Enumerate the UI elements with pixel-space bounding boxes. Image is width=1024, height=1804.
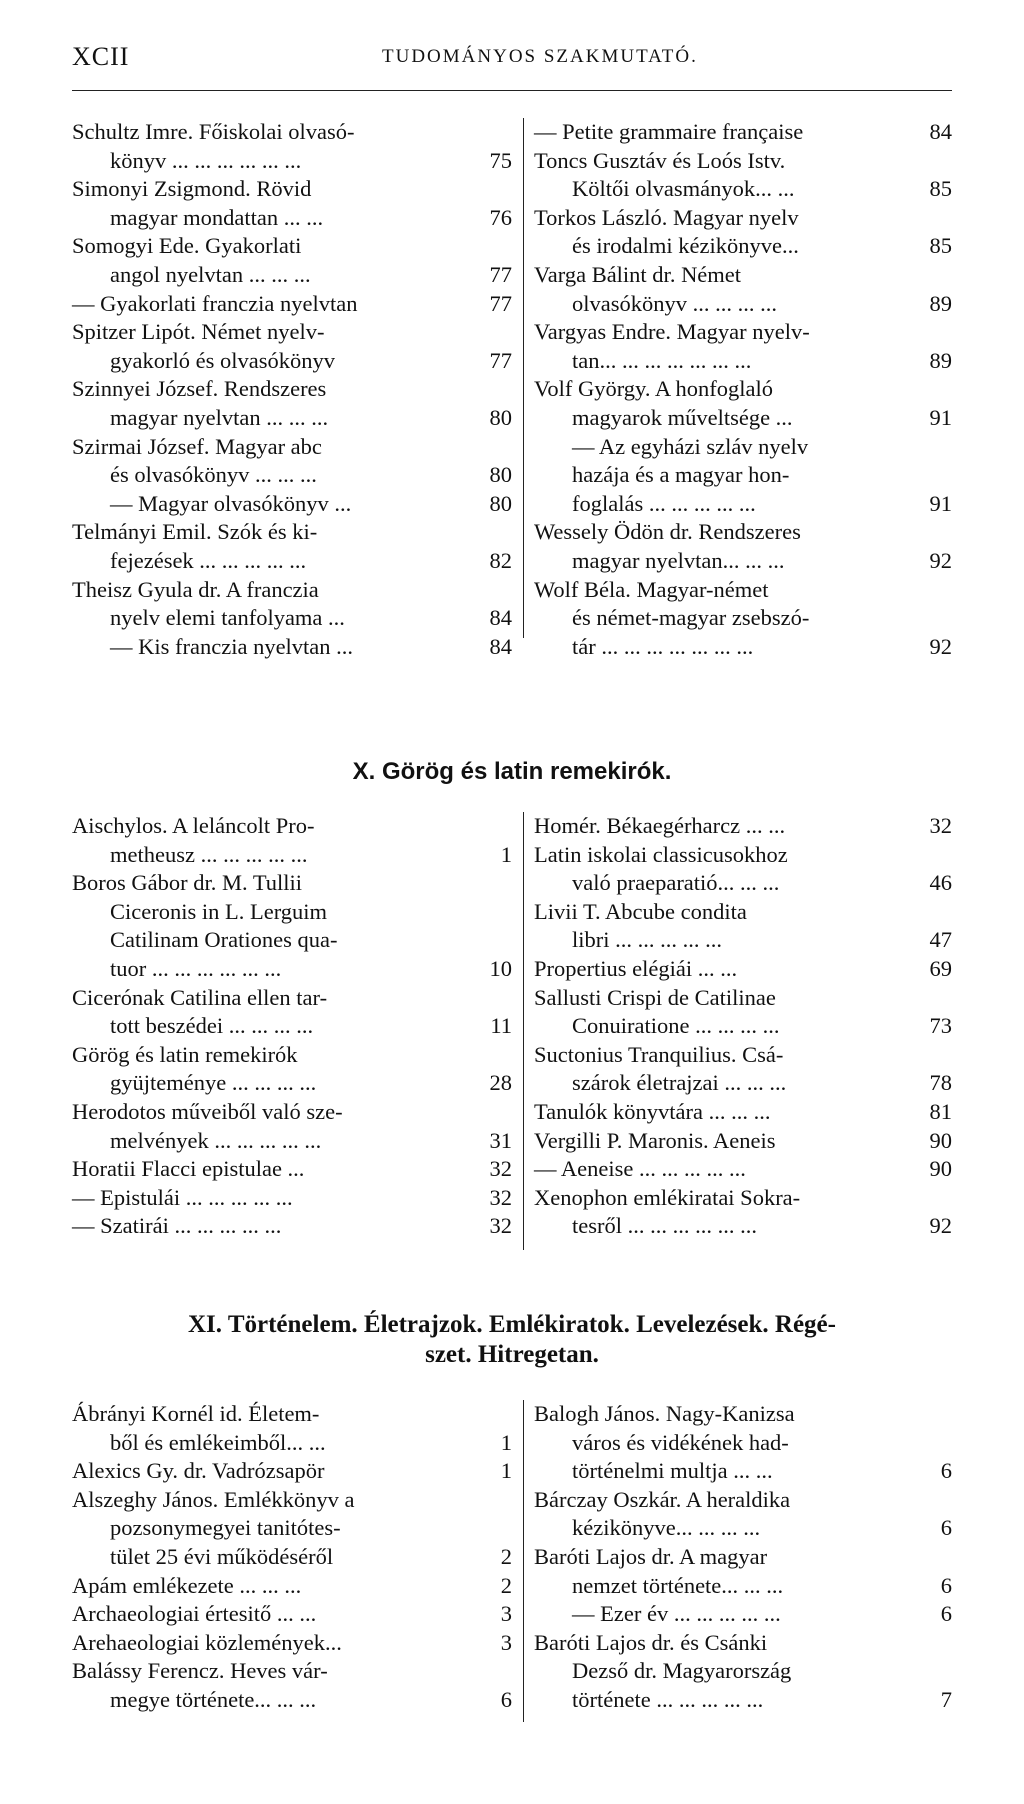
page-ref: 77	[489, 290, 512, 316]
page-ref: 84	[489, 605, 512, 631]
index-entry-line	[534, 1069, 952, 1098]
entry-text: Arehaeologiai közlemények...	[72, 1629, 342, 1655]
entry-text: gyüjteménye ... ... ... ...	[110, 1070, 317, 1096]
entry-text: tuor ... ... ... ... ... ...	[110, 955, 282, 981]
entry-text: magyar mondattan ... ...	[110, 204, 324, 230]
heading-line-1: XI. Történelem. Életrajzok. Emlékiratok. Levelezések. Régé-	[188, 1311, 836, 1338]
index-entry-line	[72, 118, 512, 147]
page-ref: 32	[489, 1213, 512, 1239]
index-entry-line	[534, 898, 952, 927]
entry-text: Somogyi Ede. Gyakorlati	[72, 233, 302, 259]
entry-text: Suctonius Tranquilius. Csá-	[534, 1041, 784, 1067]
page-ref: 90	[929, 1156, 952, 1182]
index-entry-line	[534, 1657, 952, 1686]
entry-text: — Szatirái ... ... ... ... ...	[72, 1213, 282, 1239]
entry-text: libri ... ... ... ... ...	[572, 927, 722, 953]
index-entry-line	[72, 898, 512, 927]
entry-text: Telmányi Emil. Szók és ki-	[72, 519, 318, 545]
index-entry-line	[72, 1400, 512, 1429]
entry-text: ből és emlékeimből... ...	[110, 1429, 326, 1455]
entry-text: kézikönyve... ... ... ...	[572, 1515, 761, 1541]
entry-text: Sallusti Crispi de Catilinae	[534, 984, 776, 1010]
index-entry-line	[534, 461, 952, 490]
index-entry-line	[534, 869, 952, 898]
page-ref: 28	[489, 1070, 512, 1096]
page-ref: 1	[500, 1429, 512, 1455]
page-ref: 80	[489, 404, 512, 430]
entry-text: tesről ... ... ... ... ... ...	[572, 1213, 757, 1239]
page-ref: 89	[929, 347, 952, 373]
entry-text: Költői olvasmányok... ...	[572, 176, 795, 202]
index-entry-line	[72, 1572, 512, 1601]
index-entry-line	[72, 147, 512, 176]
index-entry-line	[534, 1514, 952, 1543]
page-ref: 2	[500, 1572, 512, 1598]
entry-text: foglalás ... ... ... ... ...	[572, 490, 756, 516]
index-entry-line	[534, 1400, 952, 1429]
entry-text: — Ezer év ... ... ... ... ...	[572, 1601, 781, 1627]
entry-text: város és vidékének had-	[572, 1429, 789, 1455]
index-entry-line	[534, 576, 952, 605]
entry-text: Xenophon emlékiratai Sokra-	[534, 1184, 801, 1210]
entry-text: és olvasókönyv ... ... ...	[110, 462, 317, 488]
index-entry-line	[72, 576, 512, 605]
entry-text: Schultz Imre. Főiskolai olvasó-	[72, 119, 355, 144]
entry-text: Cicerónak Catilina ellen tar-	[72, 984, 328, 1010]
entry-text: nyelv elemi tanfolyama ...	[110, 605, 345, 631]
page-ref: 46	[929, 870, 952, 896]
left-column	[72, 118, 512, 661]
page-ref: 32	[489, 1156, 512, 1182]
entry-text: Szinnyei József. Rendszeres	[72, 376, 327, 402]
entry-text: Alszeghy János. Emlékkönyv a	[72, 1486, 355, 1512]
index-entry-line	[72, 1041, 512, 1070]
index-entry-line	[72, 1686, 512, 1715]
entry-text: Boros Gábor dr. M. Tullii	[72, 870, 303, 896]
page-ref: 85	[929, 176, 952, 202]
entry-text: magyar nyelvtan... ... ...	[572, 547, 785, 573]
page-ref: 32	[929, 813, 952, 838]
entry-text: Herodotos műveiből való sze-	[72, 1098, 343, 1124]
index-entry-line	[72, 1012, 512, 1041]
index-entry-line	[72, 204, 512, 233]
index-entry-line	[534, 1572, 952, 1601]
entry-text: és német-magyar zsebszó-	[572, 605, 810, 631]
entry-text: Balogh János. Nagy-Kanizsa	[534, 1401, 795, 1426]
entry-text: Bárczay Oszkár. A heraldika	[534, 1486, 791, 1512]
index-entry-line	[534, 118, 952, 147]
page-ref: 1	[500, 1458, 512, 1484]
entry-text: Horatii Flacci epistulae ...	[72, 1156, 305, 1182]
index-entry-line	[534, 1543, 952, 1572]
page-ref: 6	[940, 1515, 952, 1541]
entry-text: Varga Bálint dr. Német	[534, 261, 742, 287]
entry-text: Propertius elégiái ... ...	[534, 955, 738, 981]
index-entry-line	[534, 204, 952, 233]
entry-text: Torkos László. Magyar nyelv	[534, 204, 799, 230]
page-ref: 6	[940, 1572, 952, 1598]
entry-text: — Epistulái ... ... ... ... ...	[72, 1184, 293, 1210]
index-entry-line	[72, 433, 512, 462]
page-ref: 6	[500, 1686, 512, 1712]
index-entry-line	[72, 1486, 512, 1515]
page-ref: 69	[929, 955, 952, 981]
index-entry-line	[534, 633, 952, 662]
page-ref: 2	[500, 1543, 512, 1569]
page-ref: 85	[929, 233, 952, 259]
entry-text: pozsonymegyei tanitótes-	[110, 1515, 341, 1541]
index-entry-line	[72, 604, 512, 633]
entry-text: hazája és a magyar hon-	[572, 462, 790, 488]
index-entry-line	[72, 1629, 512, 1658]
entry-text: — Petite grammaire française	[534, 119, 804, 144]
entry-text: Tanulók könyvtára ... ... ...	[534, 1098, 771, 1124]
index-entry-line	[72, 926, 512, 955]
page-ref: 10	[489, 955, 512, 981]
index-entry-line	[72, 869, 512, 898]
entry-text: Ciceronis in L. Lerguim	[110, 898, 328, 924]
page-ref: 31	[489, 1127, 512, 1153]
page-ref: 91	[929, 490, 952, 516]
index-entry-line	[72, 1184, 512, 1213]
index-entry-line	[72, 375, 512, 404]
index-entry-line	[72, 841, 512, 870]
entry-text: és irodalmi kézikönyve...	[572, 233, 799, 259]
index-entry-line	[534, 404, 952, 433]
left-column	[72, 812, 512, 1241]
index-entry-line	[72, 1098, 512, 1127]
entry-text: Livii T. Abcube condita	[534, 898, 747, 924]
index-entry-line	[72, 1600, 512, 1629]
running-title: TUDOMÁNYOS SZAKMUTATÓ.	[382, 46, 698, 67]
entry-text: Apám emlékezete ... ... ...	[72, 1572, 302, 1598]
page-number: XCII	[72, 42, 130, 71]
index-entry-line	[534, 490, 952, 519]
index-entry-line	[72, 1657, 512, 1686]
entry-text: története ... ... ... ... ...	[572, 1686, 764, 1712]
entry-text: Alexics Gy. dr. Vadrózsapör	[72, 1458, 325, 1484]
page-ref: 7	[940, 1686, 952, 1712]
index-entry-line	[72, 318, 512, 347]
index-entry-line	[534, 1212, 952, 1241]
entry-text: tott beszédei ... ... ... ...	[110, 1013, 314, 1039]
index-entry-line	[534, 1429, 952, 1458]
index-entry-line	[72, 955, 512, 984]
index-entry-line	[534, 1629, 952, 1658]
entry-text: Volf György. A honfoglaló	[534, 376, 773, 402]
page-ref: 91	[929, 404, 952, 430]
entry-text: gyakorló és olvasókönyv	[110, 347, 335, 373]
index-entry-line	[534, 1041, 952, 1070]
entry-text: Vergilli P. Maronis. Aeneis	[534, 1127, 776, 1153]
entry-text: — Az egyházi szláv nyelv	[572, 433, 809, 459]
page-ref: 77	[489, 347, 512, 373]
index-entry-line	[534, 955, 952, 984]
entry-text: Homér. Békaegérharcz ... ...	[534, 813, 786, 838]
entry-text: Ábrányi Kornél id. Életem-	[72, 1401, 320, 1426]
entry-text: Baróti Lajos dr. és Csánki	[534, 1629, 768, 1655]
index-entry-line	[534, 812, 952, 841]
page-ref: 3	[500, 1629, 512, 1655]
page-ref: 1	[500, 841, 512, 867]
entry-text: Theisz Gyula dr. A franczia	[72, 576, 319, 602]
page-ref: 89	[929, 290, 952, 316]
column-divider	[523, 118, 524, 638]
page-ref: 6	[940, 1601, 952, 1627]
index-entry-line	[72, 404, 512, 433]
entry-text: tár ... ... ... ... ... ... ...	[572, 633, 754, 659]
index-entry-line	[534, 318, 952, 347]
entry-text: Wolf Béla. Magyar-német	[534, 576, 769, 602]
page-ref: 75	[489, 147, 512, 173]
entry-text: magyarok műveltsége ...	[572, 404, 793, 430]
entry-text: Balássy Ferencz. Heves vár-	[72, 1658, 328, 1684]
index-entry-line	[534, 347, 952, 376]
entry-text: metheusz ... ... ... ... ...	[110, 841, 308, 867]
section-heading-greek-latin: X. Görög és latin remekirók.	[352, 758, 672, 785]
entry-text: Baróti Lajos dr. A magyar	[534, 1543, 768, 1569]
index-entry-line	[534, 261, 952, 290]
index-entry-line	[534, 547, 952, 576]
index-entry-line	[534, 232, 952, 261]
entry-text: nemzet története... ... ...	[572, 1572, 784, 1598]
entry-text: olvasókönyv ... ... ... ...	[572, 290, 777, 316]
index-entry-line	[534, 175, 952, 204]
index-entry-line	[72, 232, 512, 261]
index-entry-line	[72, 490, 512, 519]
entry-text: — Aeneise ... ... ... ... ...	[534, 1156, 746, 1182]
index-entry-line	[72, 633, 512, 662]
entry-text: szárok életrajzai ... ... ...	[572, 1070, 787, 1096]
entry-text: tület 25 évi működéséről	[110, 1543, 334, 1569]
index-entry-line	[72, 1069, 512, 1098]
index-entry-line	[72, 547, 512, 576]
index-entry-line	[72, 1457, 512, 1486]
entry-text: — Gyakorlati franczia nyelvtan	[72, 290, 358, 316]
entry-text: Archaeologiai értesitő ... ...	[72, 1601, 317, 1627]
entry-text: megye története... ... ...	[110, 1686, 317, 1712]
column-divider	[523, 1400, 524, 1722]
entry-text: magyar nyelvtan ... ... ...	[110, 404, 329, 430]
index-entry-line	[72, 1514, 512, 1543]
header-rule	[72, 90, 952, 91]
entry-text: — Kis franczia nyelvtan ...	[110, 633, 354, 659]
entry-text: Conuiratione ... ... ... ...	[572, 1013, 780, 1039]
entry-text: Simonyi Zsigmond. Rövid	[72, 176, 312, 202]
page-ref: 6	[940, 1458, 952, 1484]
index-entry-line	[534, 1098, 952, 1127]
entry-text: történelmi multja ... ...	[572, 1458, 773, 1484]
index-entry-line	[534, 1600, 952, 1629]
entry-text: Vargyas Endre. Magyar nyelv-	[534, 319, 810, 345]
page-ref: 47	[929, 927, 952, 953]
page-ref: 77	[489, 261, 512, 287]
index-entry-line	[534, 984, 952, 1013]
page-ref: 81	[929, 1098, 952, 1124]
entry-text: tan... ... ... ... ... ... ...	[572, 347, 752, 373]
index-entry-line	[534, 433, 952, 462]
index-entry-line	[72, 1155, 512, 1184]
entry-text: Toncs Gusztáv és Loós Istv.	[534, 147, 786, 173]
right-column	[534, 1400, 952, 1715]
entry-text: Wessely Ödön dr. Rendszeres	[534, 519, 801, 545]
page-ref: 92	[929, 633, 952, 659]
entry-text: Spitzer Lipót. Német nyelv-	[72, 319, 325, 345]
index-entry-line	[72, 1429, 512, 1458]
entry-text: Görög és latin remekirók	[72, 1041, 298, 1067]
page-ref: 84	[489, 633, 512, 659]
index-entry-line	[534, 926, 952, 955]
index-entry-line	[72, 347, 512, 376]
page-ref: 73	[929, 1013, 952, 1039]
index-entry-line	[534, 375, 952, 404]
index-entry-line	[534, 1184, 952, 1213]
section-heading-history	[72, 1310, 952, 1370]
page-ref: 3	[500, 1601, 512, 1627]
entry-text: — Magyar olvasókönyv ...	[110, 490, 352, 516]
entry-text: Szirmai József. Magyar abc	[72, 433, 322, 459]
index-entry-line	[72, 518, 512, 547]
right-column	[534, 812, 952, 1241]
entry-text: fejezések ... ... ... ... ...	[110, 547, 307, 573]
page-ref: 84	[929, 119, 952, 144]
index-entry-line	[534, 1012, 952, 1041]
running-header	[72, 40, 952, 80]
index-entry-line	[534, 147, 952, 176]
page-ref: 80	[489, 462, 512, 488]
index-entry-line	[534, 604, 952, 633]
index-entry-line	[534, 841, 952, 870]
entry-text: Latin iskolai classicusokhoz	[534, 841, 788, 867]
page-ref: 92	[929, 1213, 952, 1239]
heading-line-2: szet. Hitregetan.	[425, 1341, 599, 1368]
index-entry-line	[534, 1486, 952, 1515]
index-entry-line	[534, 518, 952, 547]
page-ref: 76	[489, 204, 512, 230]
index-entry-line	[72, 461, 512, 490]
page-ref: 90	[929, 1127, 952, 1153]
entry-text: angol nyelvtan ... ... ...	[110, 261, 311, 287]
index-entry-line	[72, 984, 512, 1013]
index-entry-line	[534, 1457, 952, 1486]
page-ref: 78	[929, 1070, 952, 1096]
index-entry-line	[72, 261, 512, 290]
right-column	[534, 118, 952, 661]
entry-text: könyv ... ... ... ... ... ...	[110, 147, 302, 173]
index-entry-line	[72, 1212, 512, 1241]
entry-text: való praeparatió... ... ...	[572, 870, 780, 896]
index-entry-line	[534, 1127, 952, 1156]
index-entry-line	[534, 1686, 952, 1715]
column-divider	[523, 812, 524, 1250]
entry-text: Aischylos. A leláncolt Pro-	[72, 813, 315, 838]
page-ref: 82	[489, 547, 512, 573]
entry-text: Dezső dr. Magyarország	[572, 1658, 792, 1684]
index-entry-line	[72, 175, 512, 204]
index-entry-line	[534, 1155, 952, 1184]
page-ref: 32	[489, 1184, 512, 1210]
index-entry-line	[534, 290, 952, 319]
left-column	[72, 1400, 512, 1715]
page-ref: 11	[490, 1013, 512, 1039]
entry-text: Catilinam Orationes qua-	[110, 927, 338, 953]
entry-text: melvények ... ... ... ... ...	[110, 1127, 322, 1153]
index-entry-line	[72, 1543, 512, 1572]
index-entry-line	[72, 812, 512, 841]
index-entry-line	[72, 1127, 512, 1156]
page-ref: 80	[489, 490, 512, 516]
page-ref: 92	[929, 547, 952, 573]
index-entry-line	[72, 290, 512, 319]
